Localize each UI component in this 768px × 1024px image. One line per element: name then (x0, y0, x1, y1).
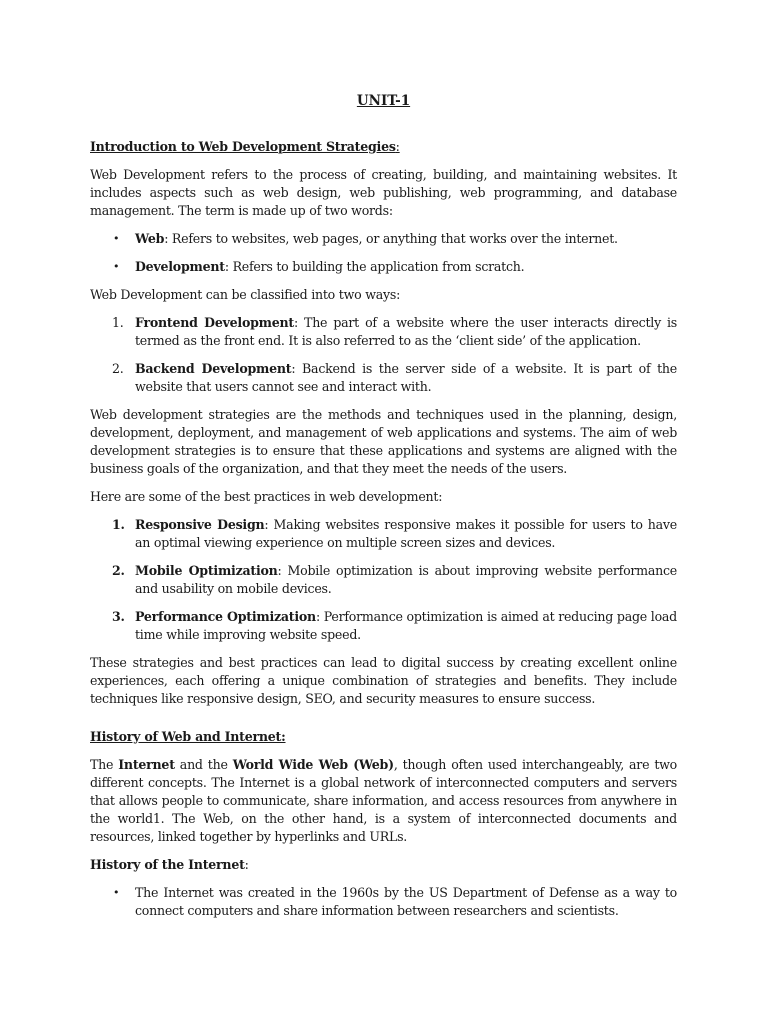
document-title: UNIT-1 (356, 93, 411, 109)
intro-paragraph-2: Web Development can be classified into two ways: (90, 287, 401, 302)
item-number: 2. (112, 361, 124, 376)
list-item (90, 230, 677, 248)
item-text: : Making websites responsive makes it possible for users to have an optimal viewing experience on multiple screen sizes and devices. (135, 517, 677, 550)
item-term: Web (135, 231, 165, 246)
intro-paragraph-5: These strategies and best practices can lead to digital success by creating excellent online experiences, each offering a unique combination of strategies and benefits. They include techniques like responsive design, SEO, and security measures to ensure success. (90, 655, 677, 706)
item-number: 2. (112, 563, 125, 578)
list-item (90, 360, 677, 396)
numbered-list-types (90, 314, 677, 396)
term-world-wide-web: World Wide Web (Web) (232, 757, 394, 772)
bullet-list-history (90, 884, 677, 920)
list-item (90, 258, 677, 276)
item-text: : Refers to websites, web pages, or anything that works over the internet. (164, 231, 618, 246)
heading-colon: : (244, 857, 249, 872)
term-internet: Internet (118, 757, 175, 772)
item-text: : Backend is the server side of a website. It is part of the website that users cannot see and interact with. (135, 361, 677, 394)
item-number: 1. (112, 315, 124, 330)
text-run: and the (174, 757, 233, 772)
sub-heading-history-internet (90, 856, 677, 874)
history-paragraph-1 (90, 756, 677, 846)
section-heading-introduction (90, 138, 677, 156)
item-text: : Performance optimization is aimed at reducing page load time while improving website speed. (135, 609, 677, 642)
heading-text: History of the Internet (90, 857, 245, 872)
list-item (90, 562, 677, 598)
item-term: Frontend Development (135, 315, 294, 330)
intro-paragraph-4: Here are some of the best practices in web development: (90, 489, 443, 504)
numbered-list-practices (90, 516, 677, 644)
item-number: 3. (112, 609, 125, 624)
list-item (90, 884, 677, 920)
text-run: , though often used interchangeably, are two different concepts. The Internet is a global network of interconnected computers and servers that allows people to communicate, share information, and access resources from anywhere in the world1. The Web, on the other hand, is a system of interconnected documents and resources, linked together by hyperlinks and URLs. (90, 757, 677, 844)
bullet-icon: • (113, 232, 120, 245)
item-text: The Internet was created in the 1960s by the US Department of Defense as a way to connect computers and share information between researchers and scientists. (135, 885, 677, 918)
item-number: 1. (112, 517, 125, 532)
list-item (90, 314, 677, 350)
item-text: : Refers to building the application from scratch. (224, 259, 525, 274)
item-text: : Mobile optimization is about improving website performance and usability on mobile devices. (135, 563, 677, 596)
bullet-icon: • (113, 260, 120, 273)
bullet-list-terms (90, 230, 677, 276)
list-item (90, 608, 677, 644)
intro-paragraph-1: Web Development refers to the process of creating, building, and maintaining websites. It includes aspects such as web design, web publishing, web programming, and database management. The term is made up of two words: (90, 167, 677, 218)
item-term: Mobile Optimization (135, 563, 278, 578)
list-item (90, 516, 677, 552)
text-run: The (90, 757, 119, 772)
intro-paragraph-3: Web development strategies are the methods and techniques used in the planning, design, development, deployment, and management of web applications and systems. The aim of web development strategies is to ensure that these applications and systems are aligned with the business goals of the organization, and that they meet the needs of the users. (90, 407, 677, 476)
document-page (90, 92, 677, 930)
section-introduction (90, 138, 677, 708)
item-text: : The part of a website where the user interacts directly is termed as the front end. It is also referred to as the ‘client side’ of the application. (135, 315, 678, 348)
section-history (90, 728, 677, 920)
section-heading-history: History of Web and Internet: (90, 729, 286, 744)
item-term: Backend Development (135, 361, 292, 376)
bullet-icon: • (113, 886, 120, 899)
heading-colon: : (395, 139, 400, 154)
item-term: Development (135, 259, 225, 274)
item-term: Responsive Design (135, 517, 265, 532)
item-term: Performance Optimization (135, 609, 316, 624)
heading-text: Introduction to Web Development Strategies (90, 139, 396, 154)
